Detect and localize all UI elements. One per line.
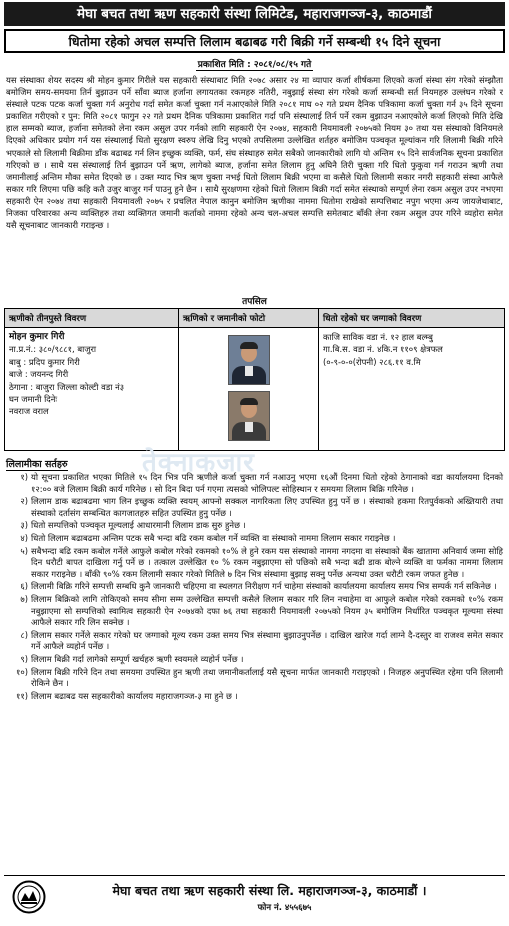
photos-cell (179, 328, 319, 451)
conditions-heading (6, 457, 503, 470)
condition-item (6, 520, 503, 532)
footer (4, 875, 505, 922)
watermark: तेक्नाकजार (142, 448, 255, 478)
condition-text: लिलाम बढाबढ यस सहकारीको कार्यालय महाराजगञ्ज-३ मा हुने छ । (31, 690, 238, 701)
conditions-heading-text: लिलामीका सर्तहरु (6, 459, 68, 470)
property-line-3: (०-९-०-०(रोपनी) २८६.११ व.मि (323, 356, 421, 367)
schedule-label: तपसिल (242, 297, 267, 307)
borrower-photo (228, 335, 270, 385)
condition-item (6, 667, 503, 690)
condition-item (6, 533, 503, 545)
footer-phone: फोन नं. ४५५६७५ (257, 903, 312, 913)
condition-text: लिलाम डाक बढाबढमा भाग लिन इच्छुक व्यक्ति स्वयम् आफ्नो सक्कल नागरिकता लिए उपस्थित हुनु पर्ने छ । संस्थाको हकमा रितपुर्वकको अख्तियारी तथा संस्थाको दर्तासंग सम्बन्धित कागजातहरु सहित उपस्थित हुनु पर्नेछ । (31, 496, 503, 518)
cooperative-logo-icon (12, 880, 46, 914)
org-title: मेघा बचत तथा ऋण सहकारी संस्था लिमिटेड, महाराजगञ्ज-३, काठमाडौं (4, 2, 505, 26)
condition-item (6, 472, 503, 495)
condition-text: यो सूचना प्रकाशित भएका मितिले १५ दिन भित्र पनि ऋणीले कर्जा चुक्ता गर्न नआउनु भएमा १६औं दिनमा धितो रहेको ठेगानाको वडा कार्यालयमा दिनको १२:०० बजे लिलाम बिक्री कार्य गरिनेछ । सो दिन बिदा पर्न गएमा त्यसको भोलिपल्ट सोहिस्थान र समयमा लिलाम बिक्रि गरिनेछ । (31, 472, 503, 494)
condition-text: लिलाम बिक्री गर्दा लागेको सम्पूर्ण खर्चहरु ऋणी स्वयमले व्यहोर्न पर्नेछ । (31, 653, 244, 664)
published-date (4, 57, 505, 71)
borrower-name: मोहन कुमार गिरी (9, 332, 65, 342)
guarantor-photo (228, 391, 270, 441)
conditions-list (6, 472, 503, 702)
condition-item (6, 496, 503, 519)
guarantor-name: नवराज वराल (9, 406, 49, 417)
schedule-table (4, 308, 505, 451)
condition-number: १०) (16, 666, 28, 677)
col-header-property: धितो रहेको घर जग्गाको विवरण (319, 309, 505, 328)
condition-number: २) (20, 496, 28, 507)
condition-item (6, 594, 503, 629)
borrower-father: बाबु : प्रदिप कुमार गिरी (9, 356, 80, 367)
footer-org-name: मेघा बचत तथा ऋण सहकारी संस्था लि. महाराजगञ्ज-३, काठमाडौं । (112, 883, 427, 898)
condition-number: ३) (20, 520, 28, 531)
condition-item (6, 546, 503, 581)
guarantor-label: घन जमानी दिनेः (9, 394, 58, 405)
condition-number: ७) (20, 593, 28, 604)
condition-text: लिलाम बिक्रिको लागि तोकिएको समय सीमा सम्म उल्लेखित सम्पत्ती कसैले लिलाम सकार गरि लिन नचाहेमा वा आफुले कबोल गरेको रकमको १०% रकम नबुझाएमा सो सम्पत्तिको स्वामित्व सहकारी ऐन २०७४को दफा ७६ तथा सहकारी नियमावली २०७५को नियम ३५ बमोजिम निर्धारित पञ्चकृत मूल्यमा संस्था आफैले सकार गरि लिन सक्नेछ । (31, 593, 503, 628)
borrower-details (5, 328, 179, 451)
condition-item (6, 654, 503, 666)
borrower-grandfather: बाजे : जयनन्द गिरी (9, 369, 69, 380)
property-line-1: काजि साविक वडा नं. १२ हाल बल्म्बु (323, 332, 433, 342)
property-line-2: गा.बि.स. वडा नं. ४कि.न ११०९ क्षेत्रफल (323, 344, 443, 355)
schedule-row (5, 328, 505, 451)
condition-number: ६) (20, 581, 28, 592)
condition-item (6, 691, 503, 703)
borrower-address: ठेगाना : बाजुरा जिल्ला कोल्टी वडा नं३ (9, 381, 125, 392)
condition-text: धितो लिलाम बढाबढमा अन्तिम पटक सबै भन्दा बढि रकम कबोल गर्ने व्यक्ति वा संस्थाको नाममा लिलाम सकार गराइनेछ । (31, 532, 396, 543)
condition-text: लिलाम बिक्री गरिने दिन तथा समयमा उपस्थित हुन ऋणी तथा जमानीकर्तालाई यसै सूचना मार्फत जानकारी गराइएको । निजहरु अनुपस्थित रहेमा पनि लिलामी रोकिने छैन । (31, 666, 503, 689)
col-header-borrower: ऋणीको तीनपुस्ते विवरण (5, 309, 179, 328)
notice-title: धितोमा रहेको अचल सम्पत्ति लिलाम बढाबढ गरी बिक्री गर्ने सम्बन्धी १५ दिने सूचना (4, 29, 505, 53)
condition-number: ५) (20, 545, 28, 556)
published-date-text: प्रकाशित मिति : २०८१/०८/१५ गते (197, 60, 312, 70)
condition-number: ११) (16, 690, 28, 701)
intro-paragraph: यस संस्थाका शेयर सदस्य श्री मोहन कुमार गिरीले यस सहकारी संस्थाबाट मिति २०७८ असार २४ मा व्यापार कर्जा शीर्षकमा लिएको कर्जा संस्था संग गरेको संम्झौता बमोजिम समय-समयमा तिर्न बुझाउन पर्ने साँवा ब्याज हर्जाना लगायतका रकमहरु नतिरी, नबुझाई संस्था संग गरेको कर्जा सम्बन्धी सर्त नियमहरु उल्लंघन गरेको र संस्थाले पटक पटक कर्जा चुक्ता गर्न अनुरोध गर्दा समेत कर्जा चुक्ता गर्न नआएकोले मिति २०८१ माघ ०२ गते प्रथम दैनिक पत्रिकामा कर्जा चुक्ता गर्न ३५ दिने सूचना प्रकाशित गरीएको र पुन: मिति २०८१ फागुन २२ गते प्रथम दैनिक पत्रिकामा प्रकाशित गर्दा पनि संस्थालाई तिर्न पर्ने रकम बुझाउन नआएकोले कर्जा लिएको मिति देखि हाल सम्मको ब्याज, हर्जाना समेतको लेना रकम असुल उपर गर्नको लागि सहकारी ऐन २०७४, सहकारी नियमावली २०७५को नियम ३० तथा यस संस्थाको विनियमले दिएको अधिकार प्रयोग गर्न यस संस्थालाई धितो सुरक्षण स्वरुप लेखि दिनु भएको तपसिलमा उल्लेखित शर्तहरु बमोजिम पञ्चकृत मूल्यांकन गरि लिलामी बिक्री गरिने भएकाले सो लिलामी बिक्रीमा डाँक बढाबढ गर्न लिन इच्छुक व्यक्ति, फर्म, संघ संस्थाहरु समेत सबैको जानकारीको लागि यो अन्तिम १५ दिने सार्वजनिक सूचना प्रकाशित गरिएको छ । साथै यस संस्थालाई तिर्न बुझाउन पर्ने ऋण, लागेको ब्याज, हर्जाना समेत लिलाम हुनु अघिनै तिरी चुक्ता गरि धितो फुकुवा गर्न गराउन ऋणी तथा जमानीलाई अन्तिम मौका समेत दिएको छ । उक्त म्याद भित्र ऋण चुक्ता नभई धितो लिलाम बिक्री भएमा वा कसैले धितो लिलामी सकार नगरी सहकारी संस्था आफैले सकार गरि लिएमा पछि कहि कतै उजुर बाजुर गर्न पाउनु हुने छैन । साथै सुरक्षणमा रहेको धितो लिलाम बिक्री गर्दा समेत संस्थाको सम्पूर्ण लेना रकम असुल उपर नभएमा सहकारी ऐन २०७४ तथा सहकारी नियमावली २०७५ र प्रचलित नेपाल कानुन बमोजिम ऋणीका नाममा धितोमा राखेको सम्पत्तिबाट नपुग भएमा अन्य जायजेथाबाट, निजका परिवारका अन्य व्यक्तिहरु तथा व्यक्तिगत जमानी कर्ताको नाममा रहेको अन्य चल-अचल सम्पत्ति समेतबाट बाँकी लेना रकम असुल उपर गरिने व्यहोरा समेत यसै सूचनाबाट जानकारी गराइन्छ । (6, 75, 503, 231)
condition-text: लिलामी बिक्रि गरिने सम्पत्ती सम्बधि कुनै जानकारी चहिएमा वा स्थलगत निरीक्षण गर्न चाहेमा संस्थाको कार्यालयमा कार्यालय समय भित्र सम्पर्क गर्न सकिनेछ । (31, 581, 497, 592)
condition-text: सबैभन्दा बढि रकम कबोल गर्नेले आफुले कबोल गरेको रकमको १०% ले हुने रकम यस संस्थाको नाममा नगदमा वा संस्थाको बैंक खातामा अनिवार्य जम्मा सोहि दिन धरौटी बापत दाखिला गर्नु पर्ने छ । तत्काल उल्लेखित १० % रकम नबुझाएमा सो पछिको सबै भन्दा बढी डाक बोल्ने व्यक्ति वा फर्मका नाममा लिलाम सकार गराइनेछ । बाँकी ९०% रकम लिलामी सकार गरेको मितिले ७ दिन भित्र संस्थामा बुझाइ सक्नु पर्नेछ अन्यथा उक्त धरौटी रकम जफत हुनेछ । (31, 545, 503, 579)
condition-number: ८) (20, 629, 28, 640)
schedule-header-row (5, 309, 505, 328)
property-details (319, 328, 505, 451)
condition-number: ९) (20, 653, 28, 664)
condition-text: धितो सम्पत्तिको पञ्चकृत मूल्यलाई आधारमानी लिलाम डाक सुरु हुनेछ । (31, 520, 246, 531)
condition-number: ४) (20, 532, 28, 543)
condition-item (6, 581, 503, 593)
condition-item (6, 630, 503, 653)
condition-text: लिलाम सकार गर्नेले सकार गरेको घर जग्गाको मूल्य रकम उक्त समय भित्र संस्थामा बुझाउनुपर्नेछ । दाखिल खारेज गर्दा लाग्ने दै-दस्तुर वा राजश्व समेत सकार गर्ने आफैले व्यहोर्न पर्नेछ । (31, 629, 503, 652)
col-header-photos: ऋणिको र जमानीको फोटो (179, 309, 319, 328)
borrower-citizenship: ना.प्र.नं.: ३८०/९८८१, बाजुरा (9, 344, 97, 355)
condition-number: १) (20, 472, 28, 482)
